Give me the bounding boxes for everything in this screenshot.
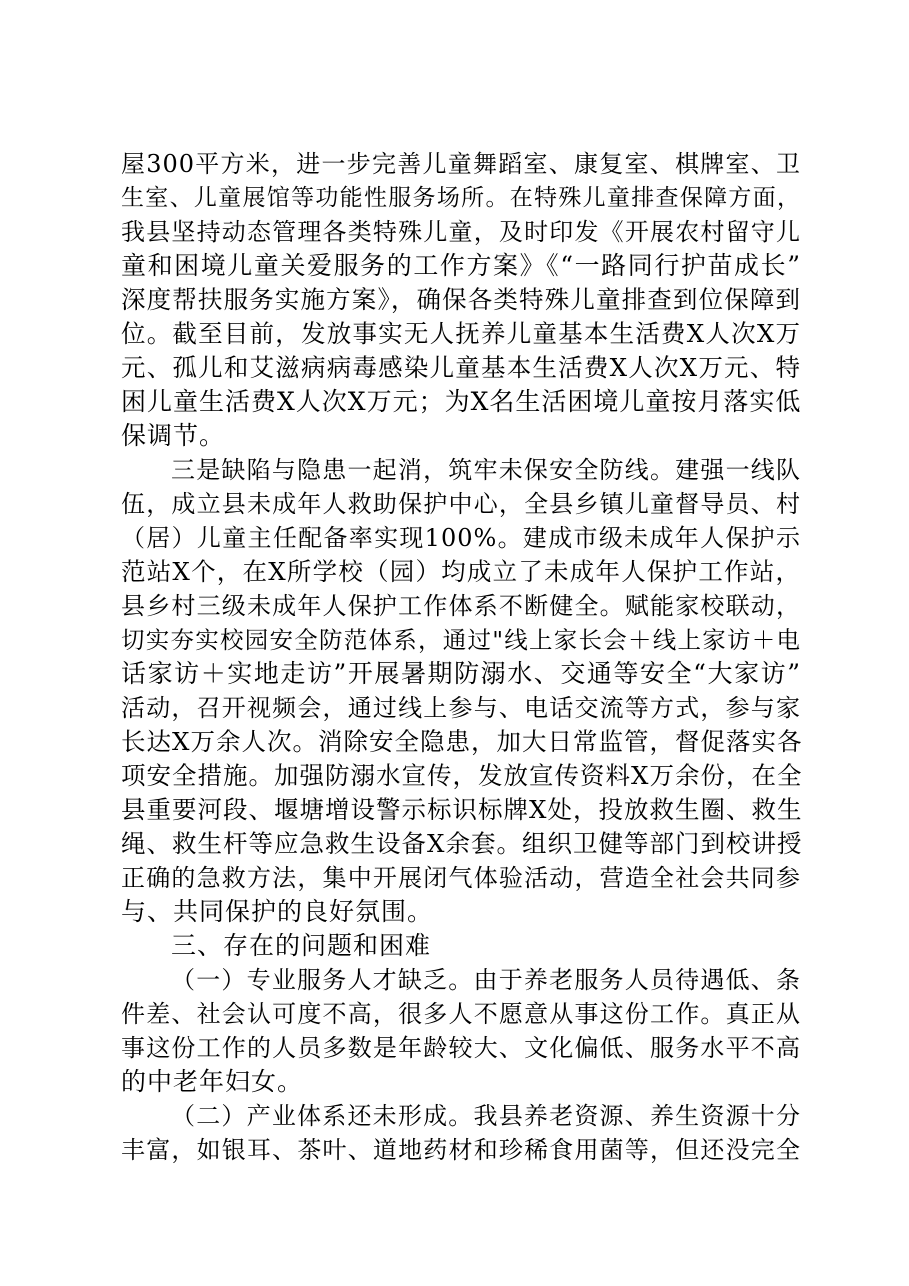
text-line: （二）产业体系还未形成。我县养老资源、养生资源十分 xyxy=(171,1102,801,1130)
text-line: 保调节。 xyxy=(121,421,226,450)
text-line: 正确的急救方法，集中开展闭气体验活动，营造全社会共同参 xyxy=(121,864,801,892)
text-line: 项安全措施。加强防溺水宣传，发放宣传资料X万余份，在全 xyxy=(121,761,803,790)
text-line: 我县坚持动态管理各类特殊儿童，及时印发《开展农村留守儿 xyxy=(121,218,801,246)
text-line: 长达X万余人次。消除安全隐患，加大日常监管，督促落实各 xyxy=(121,727,803,756)
text-line: 的中老年妇女。 xyxy=(121,1067,304,1096)
text-line: 切实夯实校园安全防范体系，通过"线上家长会＋线上家访＋电 xyxy=(121,626,801,654)
text-line: 困儿童生活费X人次X万元；为X名生活困境儿童按月落实低 xyxy=(121,387,802,416)
text-line: （居）儿童主任配备率实现100%。建成市级未成年人保护示 xyxy=(121,524,801,552)
text-line: 生室、儿童展馆等功能性服务场所。在特殊儿童排查保障方面， xyxy=(121,185,801,211)
text-line: 县重要河段、堰塘增设警示标识标牌X处，投放救生圈、救生 xyxy=(121,795,803,824)
text-line: 深度帮扶服务实施方案》，确保各类特殊儿童排查到位保障到 xyxy=(121,285,801,314)
text-line: 童和困境儿童关爱服务的工作方案》《“一路同行护苗成长” xyxy=(121,251,801,280)
text-line: 屋300平方米，进一步完善儿童舞蹈室、康复室、棋牌室、卫 xyxy=(121,150,801,178)
text-line: 件差、社会认可度不高，很多人不愿意从事这份工作。真正从 xyxy=(121,1000,801,1028)
text-line: 与、共同保护的良好氛围。 xyxy=(121,897,434,926)
text-line: 三是缺陷与隐患一起消，筑牢未保安全防线。建强一线队 xyxy=(171,456,801,484)
text-line: 元、孤儿和艾滋病病毒感染儿童基本生活费X人次X万元、特 xyxy=(121,353,801,382)
body-text xyxy=(121,147,801,1167)
text-line: 位。截至目前，发放事实无人抚养儿童基本生活费X人次X万 xyxy=(121,319,801,348)
text-line: 事这份工作的人员多数是年龄较大、文化偏低、服务水平不高 xyxy=(121,1034,801,1062)
text-line: 绳、救生杆等应急救生设备X余套。组织卫健等部门到校讲授 xyxy=(121,829,803,858)
text-line: 县乡村三级未成年人保护工作体系不断健全。赋能家校联动， xyxy=(121,592,801,620)
text-line: 活动，召开视频会，通过线上参与、电话交流等方式，参与家 xyxy=(121,694,801,722)
text-line: 话家访＋实地走访”开展暑期防溺水、交通等安全“大家访” xyxy=(121,659,801,688)
text-line: 伍，成立县未成年人救助保护中心，全县乡镇儿童督导员、村 xyxy=(121,490,801,518)
text-line: 丰富，如银耳、茶叶、道地药材和珍稀食用菌等，但还没完全 xyxy=(121,1136,801,1164)
text-line: 范站X个，在X所学校（园）均成立了未成年人保护工作站， xyxy=(121,557,801,586)
text-line: （一）专业服务人才缺乏。由于养老服务人员待遇低、条 xyxy=(171,966,801,994)
text-line: 三、存在的问题和困难 xyxy=(171,931,432,960)
